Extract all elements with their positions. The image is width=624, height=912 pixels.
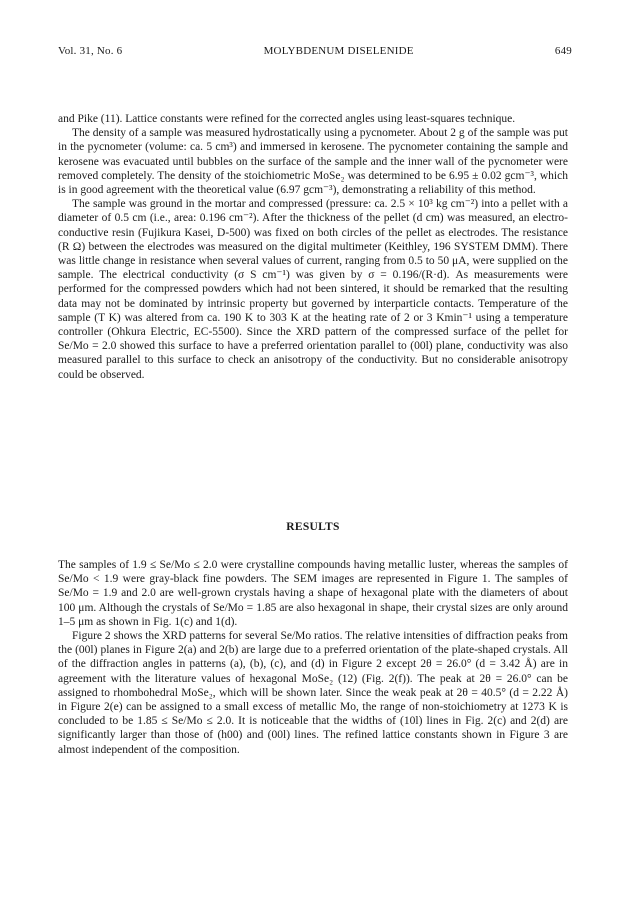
page-number: 649 xyxy=(554,45,572,57)
section-heading: RESULTS xyxy=(286,521,340,533)
journal-volume: Vol. 31, No. 6 xyxy=(58,45,123,57)
paragraph: The samples of 1.9 ≤ Se/Mo ≤ 2.0 were crystalline compounds having metallic luster, whereas the samples of Se/Mo < 1.9 were gray-black fine powders. The SEM images are represented in Figure 1. The samples of Se/Mo = 1.9 and 2.0 are well-grown crystals having a shape of hexagonal plate with the diameters of about 100 μm. Although the crystals of Se/Mo = 1.85 are also hexagonal in shape, their crystal sizes are only around 1–5 μm as shown in Fig. 1(c) and 1(d). xyxy=(58,559,568,628)
paragraph: Figure 2 shows the XRD patterns for several Se/Mo ratios. The relative intensities of diffraction peaks from the (00l) planes in Figure 2(a) and 2(b) are large due to a preferred orientation of the plate-shaped crystals. All of the diffraction angles in patterns (a), (b), (c), and (d) in Figure 2 except 2θ = 26.0° (d = 3.42 Å) are in agreement with the literature values of hexagonal MoSe₂ (12) (Fig. 2(f)). The peak at 2θ = 26.0° can be assigned to rhombohedral MoSe₂, which will be shown later. Since the weak peak at 2θ = 40.5° (d = 2.22 Å) in Figure 2(e) can be assigned to a small excess of metallic Mo, the range of non-stoichiometry at 1273 K is concluded to be 1.85 ≤ Se/Mo ≤ 2.0. It is noticeable that the widths of (10l) lines in Fig. 2(c) and 2(d) are significantly larger than those of (h00) and (00l) lines. The refined lattice constants shown in Figure 3 are almost independent of the composition. xyxy=(58,630,568,756)
methods-text xyxy=(58,112,568,382)
results-text xyxy=(58,558,568,757)
paragraph: The density of a sample was measured hydrostatically using a pycnometer. About 2 g of the sample was put in the pycnometer (volume: ca. 5 cm³) and immersed in kerosene. The pycnometer containing the sample and kerosene was evacuated until bubbles on the surface of the sample and the inner wall of the pycnometer were removed completely. The density of the stoichiometric MoSe₂ was determined to be 6.95 ± 0.02 gcm⁻³, which is in good agreement with the theoretical value (6.97 gcm⁻³), demonstrating a reliability of this method. xyxy=(58,127,568,197)
running-title: MOLYBDENUM DISELENIDE xyxy=(263,45,414,57)
running-header xyxy=(58,45,572,57)
paragraph: The sample was ground in the mortar and compressed (pressure: ca. 2.5 × 10³ kg cm⁻²) into a pellet with a diameter of 0.5 cm (i.e., area: 0.196 cm⁻²). After the thickness of the pellet (d cm) was measured, an electro-conductive resin (Fujikura Kasei, D-500) was fixed on both circles of the pellet as electrodes. The resistance (R Ω) between the electrodes was measured on the digital multimeter (Keithley, 196 SYSTEM DMM). There was little change in resistance when several values of current, ranging from 0.5 to 50 μA, were supplied on the sample. The electrical conductivity (σ S cm⁻¹) was given by σ = 0.196/(R·d). As measurements were performed for the compressed powders which had not been sintered, it should be remarked that the resulting data may not be dominated by intrinsic property but governed by interparticle contacts. Temperature of the sample (T K) was altered from ca. 190 K to 303 K at the heating rate of 2 or 3 Kmin⁻¹ using a temperature controller (Ohkura Electric, EC-5500). Since the XRD pattern of the compressed surface of the pellet for Se/Mo = 2.0 showed this surface to have a preferred orientation parallel to (00l) plane, conductivity was also measured parallel to this surface to check an anisotropy of the conductivity. But no considerable anisotropy could be observed. xyxy=(58,198,568,381)
paragraph: and Pike (11). Lattice constants were refined for the corrected angles using least-squares technique. xyxy=(58,113,516,125)
